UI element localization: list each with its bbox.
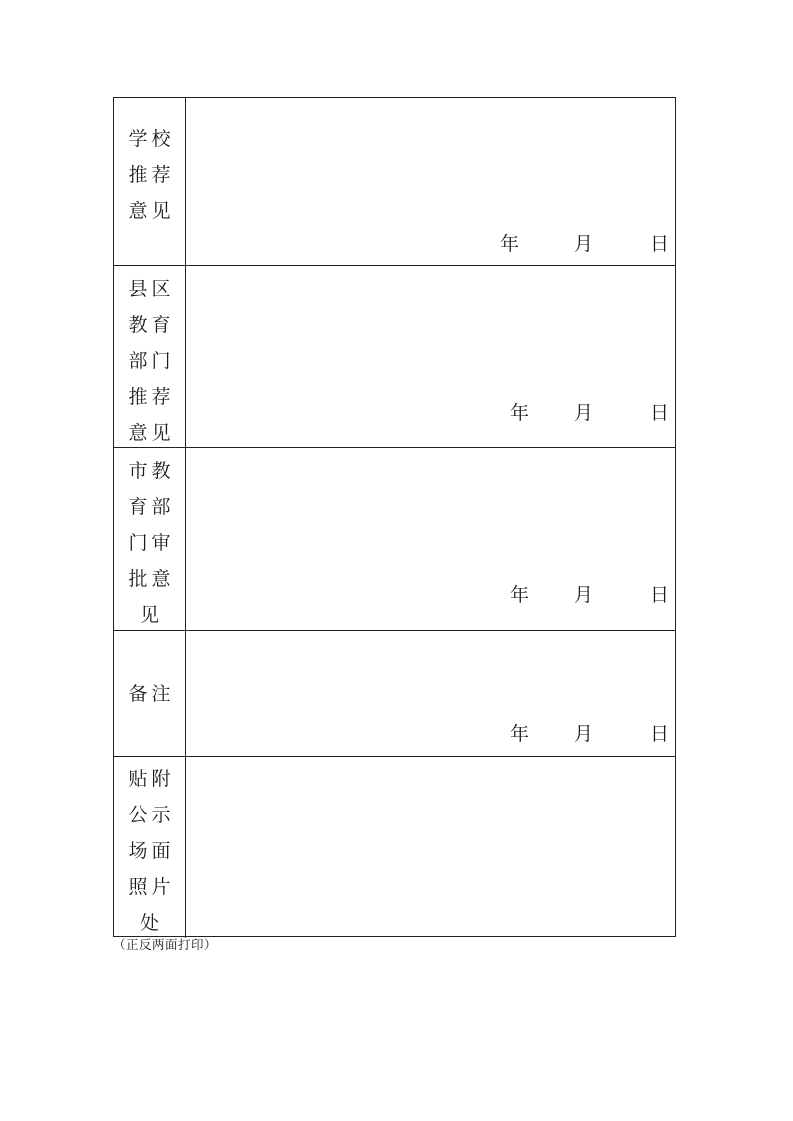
- row-photo-attachment: [114, 757, 675, 938]
- label-line: 照片: [128, 876, 175, 898]
- label-cell: [114, 98, 186, 265]
- date-month: 月: [574, 723, 594, 745]
- opinion-cell[interactable]: [186, 266, 675, 447]
- label-line: 教育: [128, 314, 175, 336]
- date-year: 年: [510, 402, 530, 424]
- photo-attachment-area[interactable]: [186, 757, 675, 938]
- date-month: 月: [574, 233, 594, 255]
- label-line: 育部: [128, 496, 175, 518]
- label-line: 县区: [128, 278, 175, 300]
- label-line: 见: [139, 604, 163, 626]
- label-text-block: [114, 271, 185, 451]
- date-year: 年: [510, 723, 530, 745]
- label-text-block: [114, 121, 185, 229]
- label-line: 部门: [128, 350, 175, 372]
- label-line: 贴附: [128, 768, 175, 790]
- label-line: 批意: [128, 568, 175, 590]
- date-day: 日: [650, 584, 670, 606]
- label-text-block: [114, 676, 185, 712]
- date-day: 日: [650, 723, 670, 745]
- row-remarks: [114, 631, 675, 757]
- date-month: 月: [574, 402, 594, 424]
- label-cell: [114, 631, 186, 756]
- label-cell: [114, 757, 186, 938]
- label-line: 意见: [128, 422, 175, 444]
- date-year: 年: [500, 233, 520, 255]
- approval-form-table: [113, 97, 676, 937]
- print-note: （正反两面打印）: [113, 937, 218, 952]
- label-line: 场面: [128, 840, 175, 862]
- label-line: 意见: [128, 200, 175, 222]
- row-school-recommendation: [114, 98, 675, 266]
- label-line: 推荐: [128, 386, 175, 408]
- label-line: 市教: [128, 460, 175, 482]
- row-county-education-recommendation: [114, 266, 675, 448]
- date-month: 月: [574, 584, 594, 606]
- label-cell: [114, 266, 186, 447]
- row-city-education-approval: [114, 448, 675, 631]
- label-line: 公示: [128, 804, 175, 826]
- label-cell: [114, 448, 186, 630]
- label-line: 学校: [128, 128, 175, 150]
- opinion-cell[interactable]: [186, 98, 675, 265]
- date-day: 日: [650, 402, 670, 424]
- label-text-block: [114, 453, 185, 633]
- date-day: 日: [650, 233, 670, 255]
- label-line: 门审: [128, 532, 175, 554]
- label-line: 备注: [128, 683, 175, 705]
- opinion-cell[interactable]: [186, 448, 675, 630]
- label-line: 处: [139, 912, 163, 934]
- label-line: 推荐: [128, 164, 175, 186]
- date-year: 年: [510, 584, 530, 606]
- label-text-block: [114, 761, 185, 941]
- remarks-cell[interactable]: [186, 631, 675, 756]
